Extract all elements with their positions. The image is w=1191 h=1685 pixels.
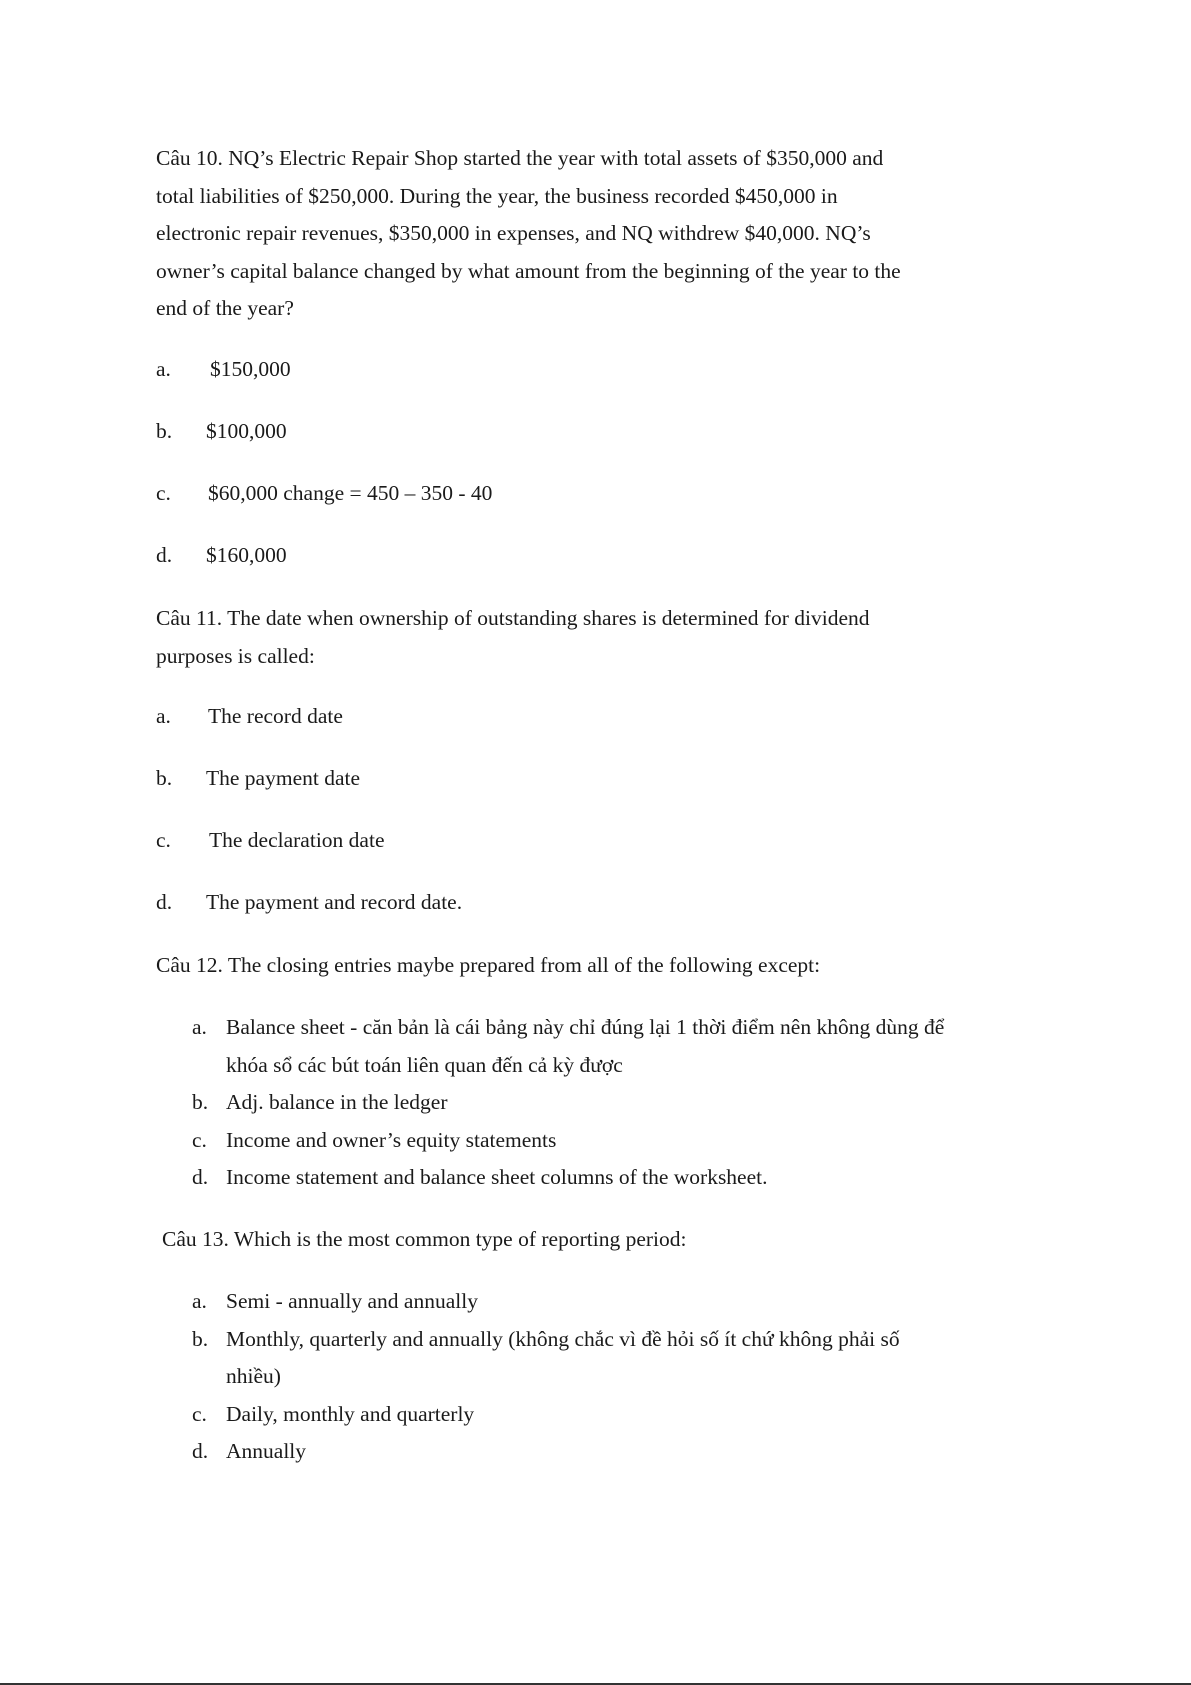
question-12-option-a: a. Balance sheet - căn bản là cái bảng này chỉ đúng lại 1 thời điểm nên không dùng để khóa sổ các bút toán liên quan đến cả kỳ được bbox=[192, 1015, 945, 1077]
question-11-option-c: c. The declaration date bbox=[156, 828, 385, 852]
question-10-option-d: d. $160,000 bbox=[156, 543, 287, 567]
question-13-options bbox=[192, 1283, 952, 1471]
question-13-text: Câu 13. Which is the most common type of reporting period: bbox=[162, 1227, 687, 1251]
question-13-option-c: c. Daily, monthly and quarterly bbox=[192, 1401, 475, 1426]
question-13-option-d: d. Annually bbox=[192, 1439, 307, 1463]
question-10-option-a: a. $150,000 bbox=[156, 357, 291, 381]
question-11-option-a: a. The record date bbox=[156, 704, 343, 728]
question-11-option-b: b. The payment date bbox=[156, 766, 361, 790]
question-10-option-b: b. $100,000 bbox=[156, 419, 287, 443]
question-12-options bbox=[192, 1009, 952, 1197]
question-10-text: Câu 10. NQ’s Electric Repair Shop started the year with total assets of $350,000 and total liabilities of $250,000. During the year, the business recorded $450,000 in electronic repair revenues, $350,000 in expenses, and NQ withdrew $40,000. NQ’s owner’s capital balance changed by what amount from the beginning of the year to the end of the year? bbox=[156, 146, 901, 320]
question-10-option-c: c. $60,000 change = 450 – 350 - 40 bbox=[156, 481, 493, 505]
question-12-option-b: b. Adj. balance in the ledger bbox=[192, 1090, 448, 1114]
question-13-option-a: a. Semi - annually and annually bbox=[192, 1289, 478, 1313]
question-12-option-c: c. Income and owner’s equity statements bbox=[192, 1127, 557, 1152]
question-12-option-d: d. Income statement and balance sheet columns of the worksheet. bbox=[192, 1165, 768, 1189]
question-12-text: Câu 12. The closing entries maybe prepared from all of the following except: bbox=[156, 953, 821, 977]
question-11-option-d: d. The payment and record date. bbox=[156, 890, 463, 914]
question-11-text: Câu 11. The date when ownership of outstanding shares is determined for dividend purposes is called: bbox=[156, 606, 870, 668]
question-13-option-b: b. Monthly, quarterly and annually (không chắc vì đề hỏi số ít chứ không phải số nhiều) bbox=[192, 1326, 900, 1388]
